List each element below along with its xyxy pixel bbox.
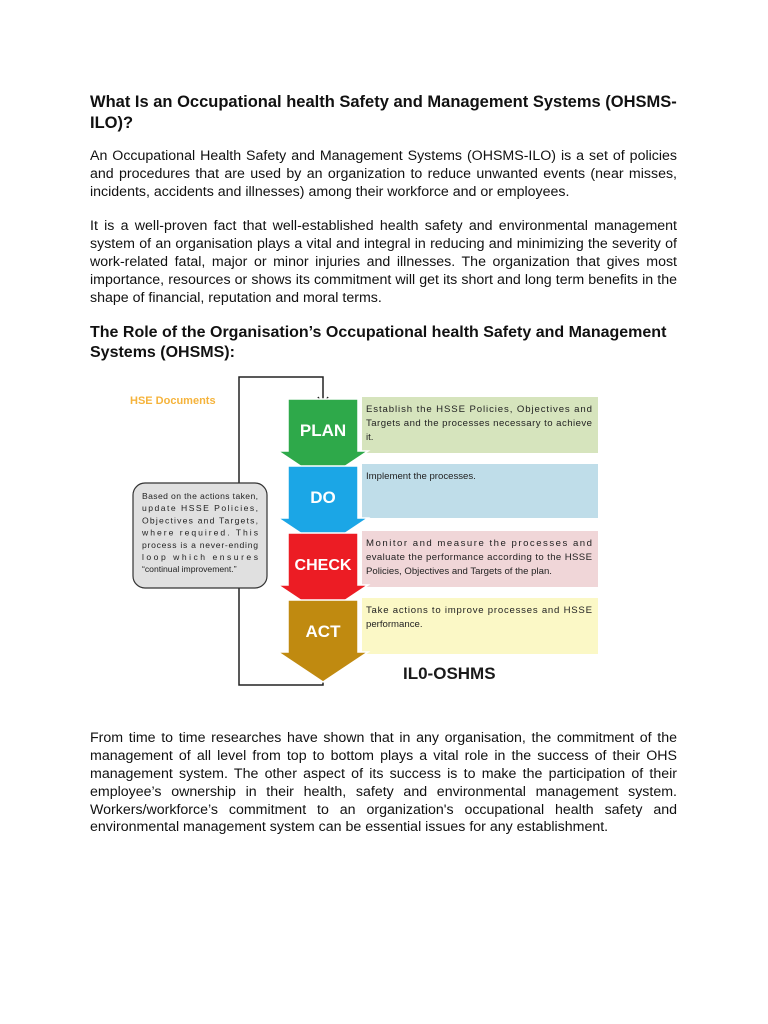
feedback-text-line: “continual improvement.” [142,564,237,575]
feedback-text-line: Based on the actions taken, [142,491,258,502]
step-description-line: Monitor and measure the processes and [366,538,592,550]
pdca-diagram [128,373,603,698]
feedback-text-line: Objectives and Targets, [142,515,258,526]
step-description-line: Implement the processes. [366,471,476,483]
feedback-text-line: update HSSE Policies, [142,503,258,514]
step-arrow-act [278,600,368,682]
feedback-text-line: process is a never-ending [142,540,258,551]
feedback-text-line: where required. This [142,527,258,538]
paragraph-commitment: From time to time researches have shown that in any organisation, the commitment of the management of all level from top to bottom plays a vital role in the success of their OHS management system. The other aspect of its success is to make the participation of their employee’s ownership in their health, safety and environmental management system. Workers/workforce’s commitment to an organization's occupational health safety and environmental management system can be essential issues for any establishment. [90,730,677,836]
step-description-line: Establish the HSSE Policies, Objectives and [366,404,592,416]
step-description-line: performance. [366,619,423,631]
page-title: What Is an Occupational health Safety and Management Systems (OHSMS-ILO)? [90,93,677,132]
step-label: ACT [305,622,341,642]
step-description-line: Targets and the processes necessary to achieve [366,418,592,430]
step-description-line: Policies, Objectives and Targets of the plan. [366,566,552,578]
step-description-line: Take actions to improve processes and HSSE [366,605,592,617]
step-description-line: it. [366,432,374,444]
pdca-steps [278,397,598,682]
section-heading: The Role of the Organisation’s Occupational health Safety and Management Systems (OHSMS): [90,324,667,362]
paragraph-intro: An Occupational Health Safety and Management Systems (OHSMS-ILO) is a set of policies and procedures that are used by an organization to reduce unwanted events (near misses, incidents, accidents and illnesses) among their workforce and or employees. [90,148,677,200]
step-label: PLAN [299,421,347,441]
paragraph-benefits: It is a well-proven fact that well-established health safety and environmental management system of an organisation plays a vital and integral in reducing and minimizing the severity of work-related fatal, major or minor injuries and illnesses. The organization that gives most importance, resources or shows its commitment will get its short and long term benefits in the shape of financial, reputation and moral terms. [90,218,677,306]
document-page [90,92,677,837]
brand-label: IL0-OSHMS [403,664,496,684]
step-label: CHECK [294,557,352,575]
step-label: DO [310,488,336,508]
hse-documents-label: HSE Documents [130,395,216,408]
feedback-text-line: loop which ensures [142,552,258,563]
step-description-line: evaluate the performance according to the HSSE [366,552,592,564]
